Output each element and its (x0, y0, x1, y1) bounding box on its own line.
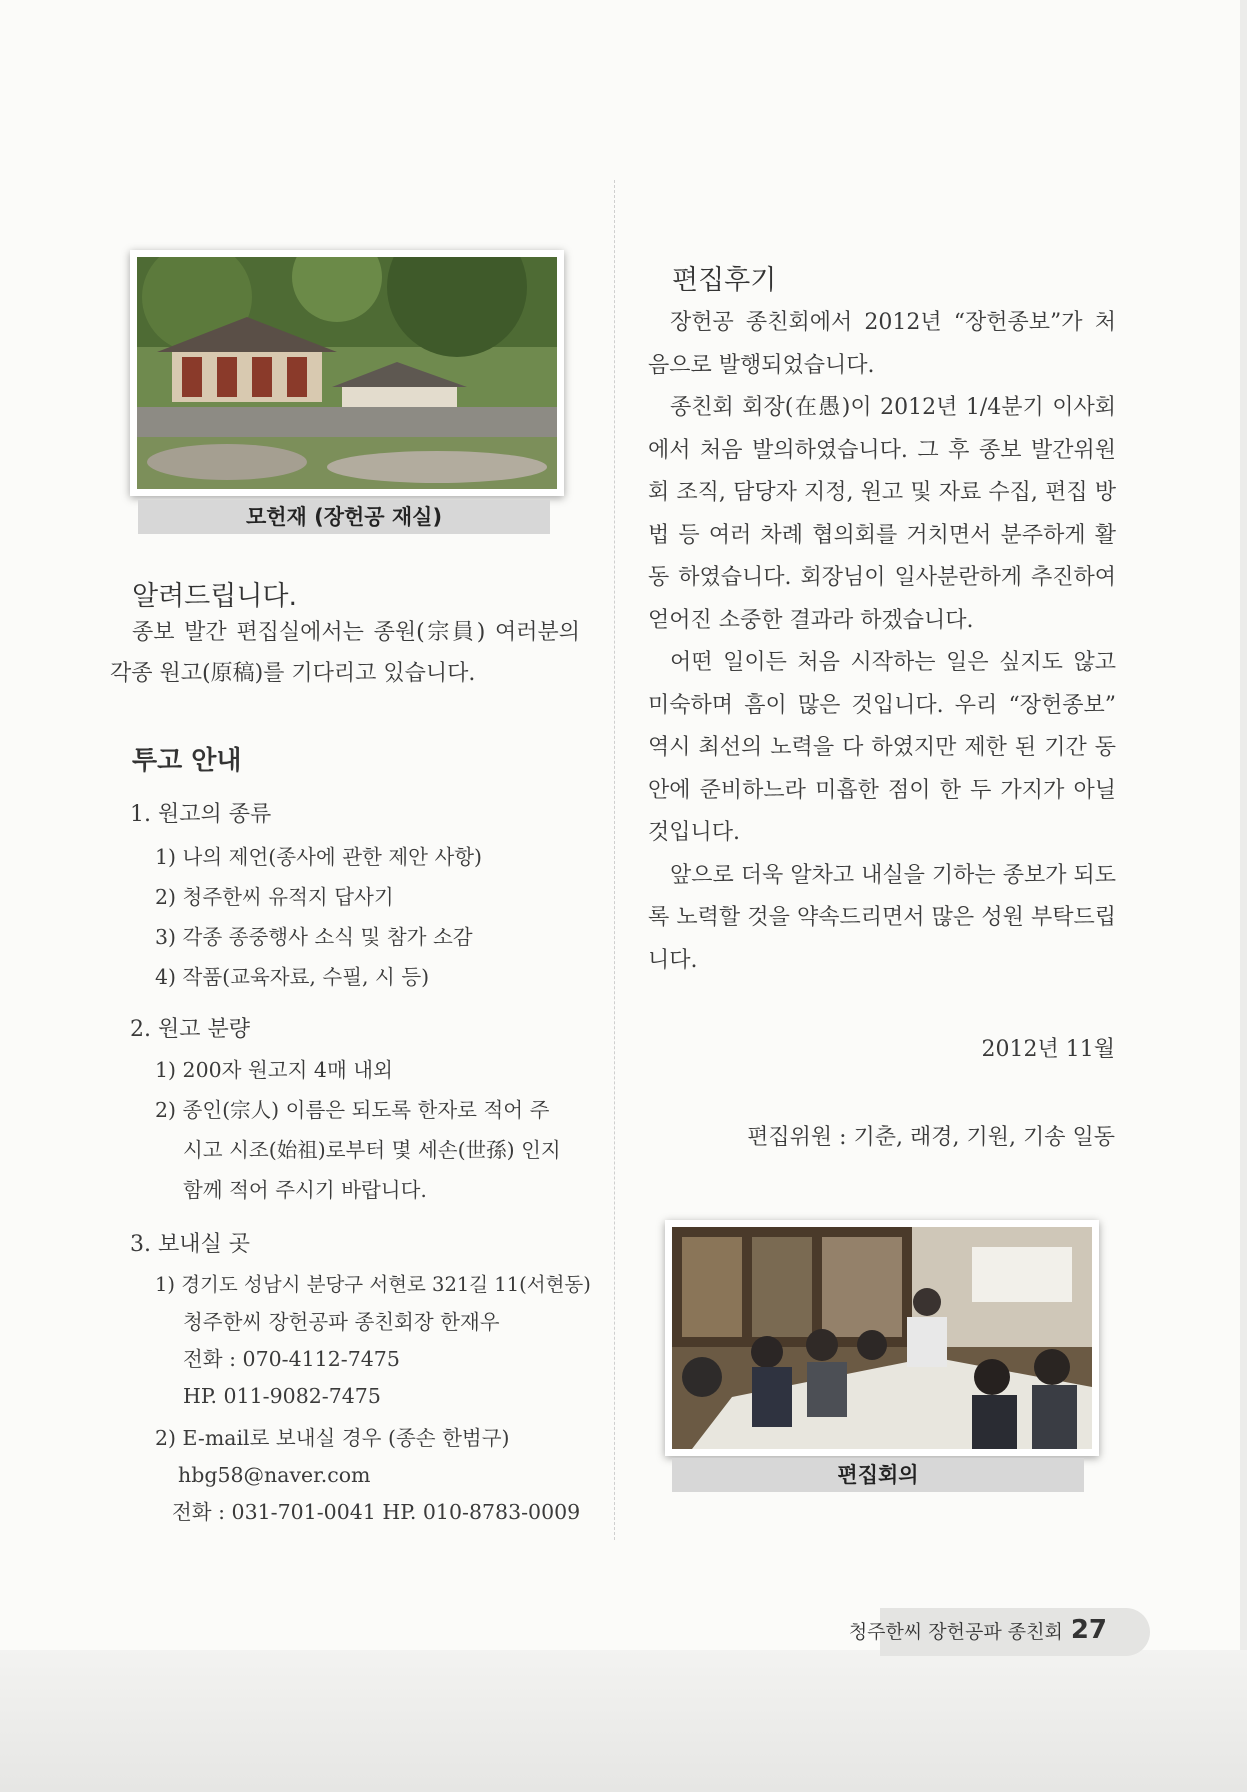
guide-item: 전화 : 070-4112-7475 (183, 1347, 400, 1371)
afterword-title: 편집후기 (672, 265, 777, 296)
guide-item: 2) E-mail로 보내실 경우 (종손 한범구) (155, 1426, 510, 1450)
guide-item: 1) 200자 원고지 4매 내외 (155, 1058, 393, 1082)
guide-item: 1) 나의 제언(종사에 관한 제안 사항) (155, 845, 483, 869)
guide-item: 3) 각종 종중행사 소식 및 참가 소감 (155, 925, 473, 949)
afterword-paragraph: 장헌공 종친회에서 2012년 “장헌종보”가 처음으로 발행되었습니다. (648, 310, 1116, 378)
page-edge-shadow (0, 1650, 1247, 1792)
guide-item: 4) 작품(교육자료, 수필, 시 등) (155, 965, 430, 989)
shrine-photo-caption: 모헌재 (장헌공 재실) (138, 500, 550, 534)
guide-item: HP. 011-9082-7475 (183, 1384, 381, 1408)
guide-item: 1) 경기도 성남시 분당구 서현로 321길 11(서현동) (155, 1273, 591, 1296)
guide-title: 투고 안내 (132, 746, 242, 776)
meeting-photo (665, 1220, 1099, 1456)
afterword-paragraph: 종친회 회장(在愚)이 2012년 1/4분기 이사회에서 처음 발의하였습니다. 그 후 종보 발간위원회 조직, 담당자 지정, 원고 및 자료 수집, 편집 방법 등 여러 차례 협의회를 거치면서 분주하게 활동 하였습니다. 회장님이 일사분란하게 추진하여 얻어진 소중한 결과라 하겠습니다. (648, 395, 1116, 633)
afterword-body (648, 302, 1116, 982)
meeting-photo-caption: 편집회의 (672, 1458, 1084, 1492)
guide-section-3-heading: 3. 보내실 곳 (130, 1232, 250, 1257)
afterword-date: 2012년 11월 (981, 1037, 1115, 1062)
guide-item: 청주한씨 장헌공파 종친회장 한재우 (183, 1310, 500, 1334)
guide-item: hbg58@naver.com (178, 1463, 371, 1487)
notice-body: 종보 발간 편집실에서는 종원(宗員) 여러분의 각종 원고(原稿)를 기다리고 있습니다. (110, 620, 580, 686)
afterword-paragraph: 어떤 일이든 처음 시작하는 일은 싶지도 않고 미숙하며 흠이 많은 것입니다. 우리 “장헌종보” 역시 최선의 노력을 다 하였지만 제한 된 기간 동안에 준비하느라 미흡한 점이 한 두 가지가 아닐 것입니다. (648, 650, 1116, 845)
guide-item: 2) 종인(宗人) 이름은 되도록 한자로 적어 주 (155, 1098, 550, 1122)
guide-item: 시고 시조(始祖)로부터 몇 세손(世孫) 인지 (183, 1138, 561, 1162)
footer-org: 청주한씨 장헌공파 종친회 (848, 1621, 1063, 1643)
guide-item: 2) 청주한씨 유적지 답사기 (155, 885, 394, 909)
footer (849, 1615, 1107, 1645)
afterword-editors: 편집위원 : 기춘, 래경, 기원, 기송 일동 (747, 1125, 1115, 1150)
guide-section-2-heading: 2. 원고 분량 (130, 1017, 250, 1042)
guide-item: 전화 : 031-701-0041 HP. 010-8783-0009 (172, 1500, 581, 1524)
column-divider (614, 180, 615, 1540)
afterword-paragraph: 앞으로 더욱 알차고 내실을 기하는 종보가 되도록 노력할 것을 약속드리면서 많은 성원 부탁드립니다. (648, 862, 1116, 973)
page-number: 27 (1070, 1615, 1107, 1645)
notice-title: 알려드립니다. (132, 581, 298, 612)
shrine-photo (130, 250, 564, 496)
guide-section-1-heading: 1. 원고의 종류 (130, 802, 272, 827)
guide-item: 함께 적어 주시기 바랍니다. (183, 1178, 427, 1202)
